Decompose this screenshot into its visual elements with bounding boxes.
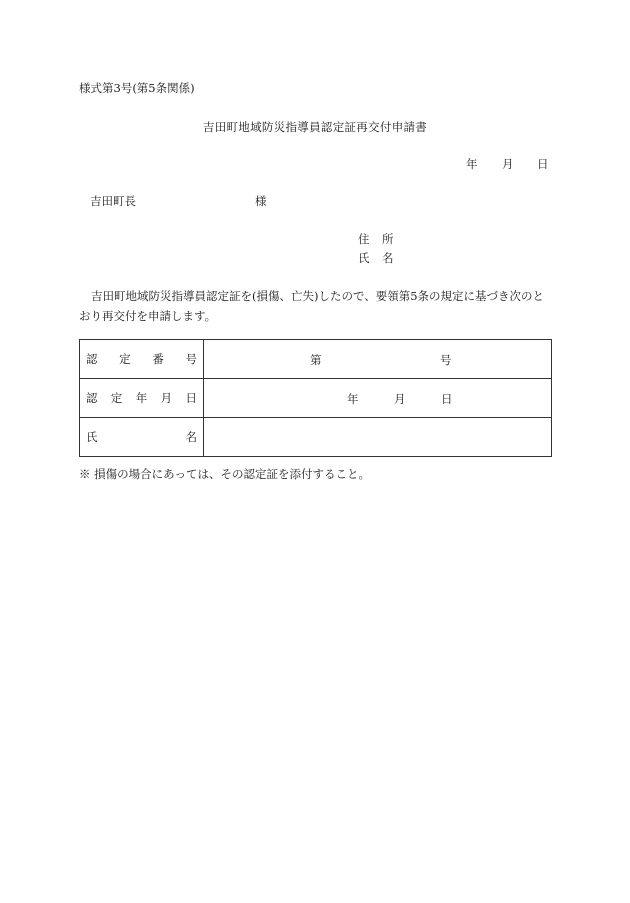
- label-char: 認: [86, 352, 98, 366]
- cert-number-prefix: 第: [310, 353, 322, 367]
- date-month-label: 月: [502, 157, 514, 171]
- applicant-name-label: [358, 250, 406, 266]
- cert-date-label: [80, 379, 204, 418]
- label-char: 年: [135, 391, 148, 405]
- date-day-label: 日: [537, 157, 549, 171]
- name-field[interactable]: [204, 418, 552, 457]
- applicant-name-char-1: 氏: [358, 251, 370, 265]
- document-title: 吉田町地域防災指導員認定証再交付申請書: [202, 120, 428, 134]
- footnote: ※ 損傷の場合にあっては、その認定証を添付すること。: [79, 467, 371, 481]
- table-row: [80, 340, 552, 379]
- addressee: 吉田町長: [90, 194, 136, 208]
- label-char: 名: [185, 430, 197, 444]
- table-row: [80, 379, 552, 418]
- cert-date-month: 月: [394, 392, 406, 406]
- label-char: 月: [160, 391, 173, 405]
- label-char: 定: [110, 391, 123, 405]
- applicant-address-char-1: 住: [358, 232, 370, 246]
- date-year-label: 年: [466, 157, 478, 171]
- label-char: 認: [86, 391, 98, 405]
- honorific: 様: [255, 194, 267, 208]
- body-text: 吉田町地域防災指導員認定証を(損傷、亡失)したので、要領第5条の規定に基づき次のとおり再交付を申請します。: [79, 289, 545, 323]
- details-table: [79, 339, 552, 457]
- label-char: 日: [185, 391, 197, 405]
- cert-date-year: 年: [347, 392, 359, 406]
- cert-number-label: [80, 340, 204, 379]
- name-label: [80, 418, 204, 457]
- applicant-name-char-2: 名: [382, 251, 394, 265]
- label-char: 号: [185, 352, 197, 366]
- label-char: 氏: [86, 430, 98, 444]
- cert-number-field[interactable]: [204, 340, 552, 379]
- form-number-label: 様式第3号(第5条関係): [79, 81, 195, 95]
- cert-number-suffix: 号: [440, 353, 452, 367]
- table-row: [80, 418, 552, 457]
- cert-date-day: 日: [441, 392, 453, 406]
- cert-date-field[interactable]: [204, 379, 552, 418]
- label-char: 定: [119, 352, 131, 366]
- label-char: 番: [152, 352, 164, 366]
- applicant-address-char-2: 所: [382, 232, 394, 246]
- applicant-address-label: [358, 231, 406, 247]
